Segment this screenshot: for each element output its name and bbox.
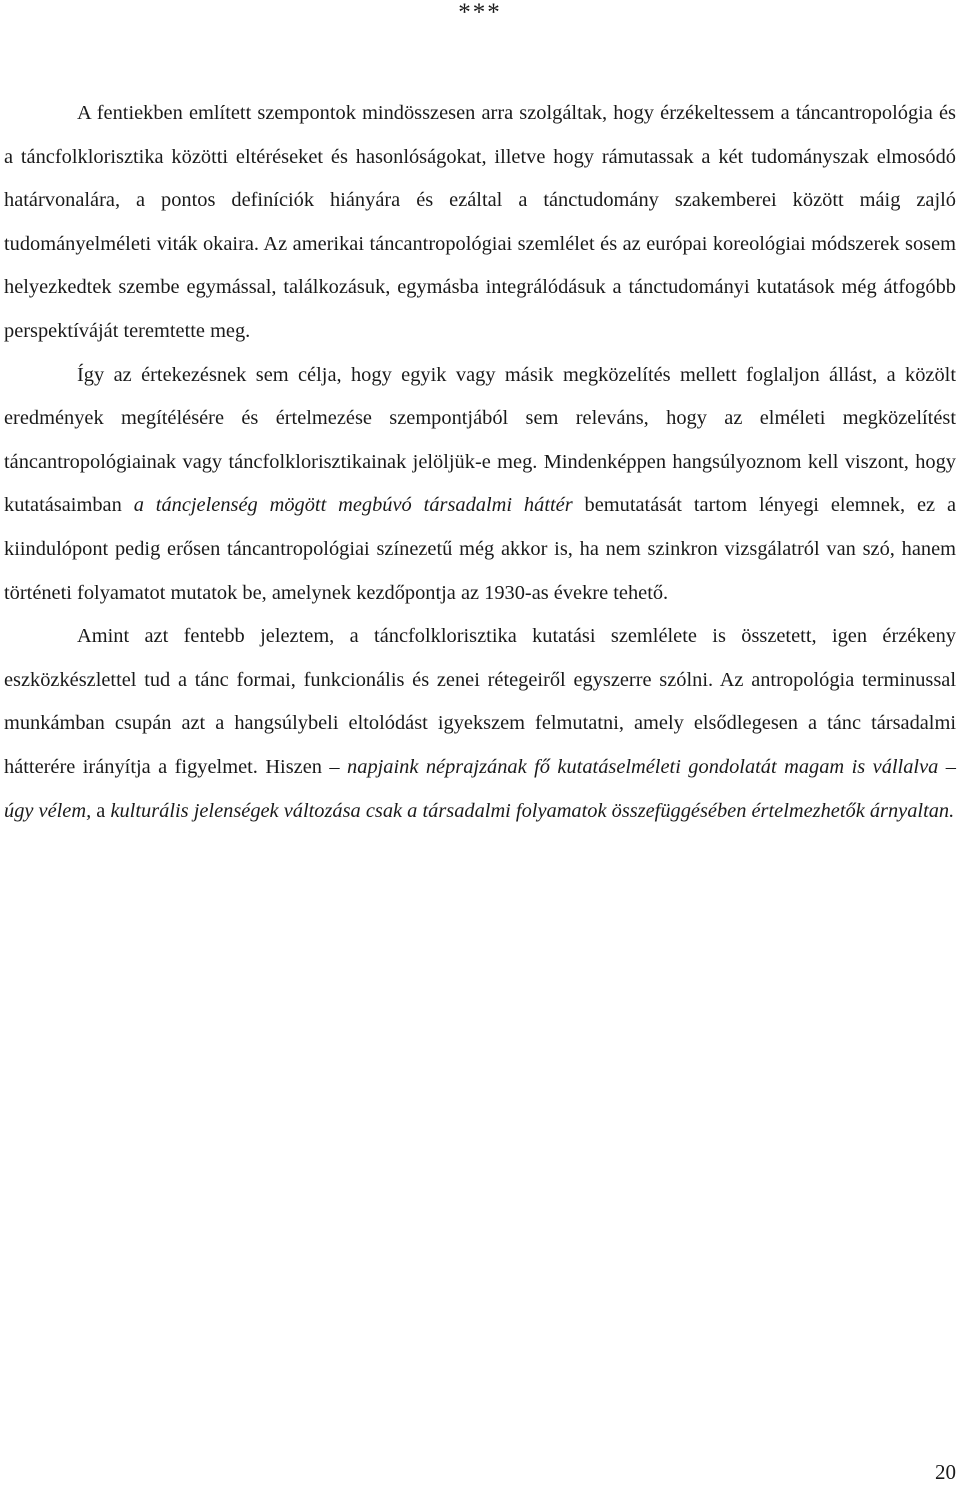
paragraph-2-text-start: Így az értekezésnek sem célja, hogy egyik vagy másik megközelítés mellett foglaljon állást, a közölt eredmények megítélésére és értelmezése szempontjából sem releváns, hogy az elméleti megközelítést táncantropológiainak vagy táncfolklorisztikainak jelöljük-e meg. Mindenképpen hangsúlyoznom kell viszont, hogy kutatásaimban <box>4 363 956 517</box>
body-text <box>4 92 956 833</box>
paragraph-3-emphasis-2: úgy vélem, <box>4 799 92 822</box>
paragraph-1: A fentiekben említett szempontok mindösszesen arra szolgáltak, hogy érzékeltessem a táncantropológia és a táncfolklorisztika közötti eltéréseket és hasonlóságokat, illetve hogy rámutassak a két tudományszak elmosódó határvonalára, a pontos definíciók hiányára és ezáltal a tánctudomány szakemberei között máig zajló tudományelméleti viták okaira. Az amerikai táncantropológiai szemlélet és az európai koreológiai módszerek sosem helyezkedtek szembe egymással, találkozásuk, egymásba integrálódásuk a tánctudományi kutatások még átfogóbb perspektíváját teremtette meg. <box>4 102 956 342</box>
paragraph-3-connector: a <box>91 799 111 822</box>
paragraph-3-emphasis-3: kulturális jelenségek változása csak a társadalmi folyamatok összefüggésében értelmezhetők árnyaltan. <box>110 799 955 822</box>
page-number: 20 <box>935 1460 956 1484</box>
paragraph-2-emphasis: a táncjelenség mögött megbúvó társadalmi háttér <box>133 494 573 517</box>
paragraph-2 <box>4 354 956 616</box>
section-separator: *** <box>458 0 502 26</box>
paragraph-2-text-end: bemutatását tartom lényegi elemnek, ez a kiindulópont pedig erősen táncantropológiai színezetű még akkor is, ha nem szinkron vizsgálatról van szó, hanem történeti folyamatot mutatok be, amelynek kezdőpontja az 1930-as évekre tehető. <box>4 494 956 604</box>
paragraph-3-text-start: Amint azt fentebb jeleztem, a táncfolklorisztika kutatási szemlélete is összetett, igen érzékeny eszközkészlettel tud a tánc formai, funkcionális és zenei rétegeiről egyszerre szólni. Az antropológia terminussal munkámban csupán azt a hangsúlybeli eltolódást igyekszem felmutatni, amely elsődlegesen a tánc társadalmi hátterére irányítja a figyelmet. Hiszen – <box>4 625 956 778</box>
paragraph-3 <box>4 615 956 833</box>
paragraph-3-emphasis-1: napjaink néprajzának fő kutatáselméleti gondolatát magam is vállalva <box>347 755 939 778</box>
paragraph-3-dash: – <box>938 755 956 778</box>
